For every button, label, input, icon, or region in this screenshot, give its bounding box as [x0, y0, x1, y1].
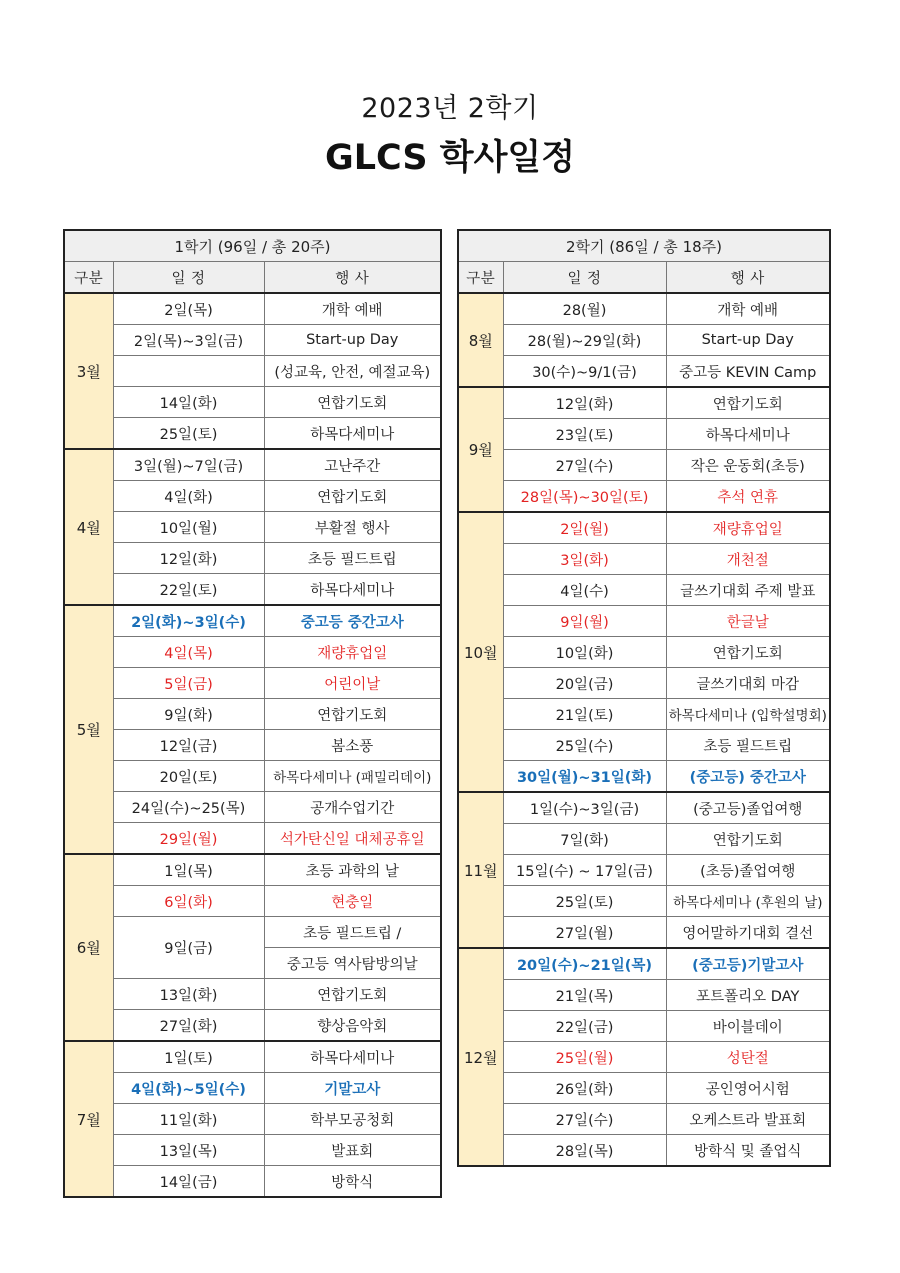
- event-cell: 봄소풍: [264, 730, 441, 761]
- page-subtitle: 2023년 2학기: [361, 93, 539, 124]
- col-date: 일 정: [503, 262, 666, 294]
- event-cell: 공인영어시험: [666, 1073, 830, 1104]
- event-cell: 현충일: [264, 886, 441, 917]
- date-cell: 28일(목): [503, 1135, 666, 1167]
- table-row: [458, 325, 830, 356]
- event-cell: 하목다세미나: [264, 1041, 441, 1073]
- date-cell: 15일(수) ~ 17일(금): [503, 855, 666, 886]
- date-cell: 27일(수): [503, 1104, 666, 1135]
- event-cell: 중고등 KEVIN Camp: [666, 356, 830, 388]
- event-cell: 하목다세미나: [666, 419, 830, 450]
- table-row: [458, 293, 830, 325]
- event-cell: 부활절 행사: [264, 512, 441, 543]
- month-label: 3월: [64, 293, 113, 449]
- date-cell: 13일(화): [113, 979, 264, 1010]
- table-header-row: [64, 230, 441, 262]
- semester-title: 2학기 (86일 / 총 18주): [458, 230, 830, 262]
- date-cell: 12일(화): [113, 543, 264, 574]
- event-cell: 연합기도회: [264, 699, 441, 730]
- date-cell: 24일(수)~25(목): [113, 792, 264, 823]
- table-row: [458, 356, 830, 388]
- col-event: 행 사: [666, 262, 830, 294]
- date-cell: 23일(토): [503, 419, 666, 450]
- event-cell: (초등)졸업여행: [666, 855, 830, 886]
- event-cell: 글쓰기대회 마감: [666, 668, 830, 699]
- event-cell: 글쓰기대회 주제 발표: [666, 575, 830, 606]
- event-cell: 학부모공청회: [264, 1104, 441, 1135]
- event-cell: (중고등)졸업여행: [666, 792, 830, 824]
- table-row: [458, 948, 830, 980]
- table-column-headers: [64, 262, 441, 294]
- month-label: 6월: [64, 854, 113, 1041]
- table-row: [64, 1104, 441, 1135]
- date-cell: 28(월): [503, 293, 666, 325]
- table-row: [458, 606, 830, 637]
- date-cell: 1일(수)~3일(금): [503, 792, 666, 824]
- date-cell: 10일(화): [503, 637, 666, 668]
- table-row: [458, 1104, 830, 1135]
- date-cell: 25일(토): [503, 886, 666, 917]
- event-cell: 연합기도회: [264, 387, 441, 418]
- date-cell: 4일(화): [113, 481, 264, 512]
- col-category: 구분: [64, 262, 113, 294]
- table-row: [458, 792, 830, 824]
- table-row: [458, 886, 830, 917]
- event-cell: 초등 과학의 날: [264, 854, 441, 886]
- event-cell: (성교육, 안전, 예절교육): [264, 356, 441, 387]
- table-row: [64, 293, 441, 325]
- table-row: [64, 761, 441, 792]
- event-cell: 하목다세미나: [264, 418, 441, 450]
- table-row: [458, 761, 830, 793]
- table-row: [64, 605, 441, 637]
- col-category: 구분: [458, 262, 503, 294]
- date-cell: 22일(토): [113, 574, 264, 606]
- table-row: [458, 575, 830, 606]
- table-row: [64, 886, 441, 917]
- table-row: [64, 449, 441, 481]
- date-cell: 3일(화): [503, 544, 666, 575]
- table-row: [64, 1010, 441, 1042]
- date-cell: 6일(화): [113, 886, 264, 917]
- date-cell: 1일(목): [113, 854, 264, 886]
- table-row: [458, 855, 830, 886]
- table-row: [64, 325, 441, 356]
- date-cell: 14일(금): [113, 1166, 264, 1198]
- month-label: 4월: [64, 449, 113, 605]
- table-row: [458, 1011, 830, 1042]
- event-cell: 발표회: [264, 1135, 441, 1166]
- table-row: [64, 792, 441, 823]
- event-cell: 중고등 역사탐방의날: [264, 948, 441, 979]
- table-row: [64, 854, 441, 886]
- date-cell: 9일(금): [113, 917, 264, 979]
- event-cell: 작은 운동회(초등): [666, 450, 830, 481]
- table-row: [458, 730, 830, 761]
- table-row: [64, 1166, 441, 1198]
- date-cell: 2일(화)~3일(수): [113, 605, 264, 637]
- date-cell: [113, 356, 264, 387]
- event-cell: 연합기도회: [666, 637, 830, 668]
- table-row: [458, 450, 830, 481]
- date-cell: 4일(목): [113, 637, 264, 668]
- date-cell: 28(월)~29일(화): [503, 325, 666, 356]
- table-row: [64, 387, 441, 418]
- date-cell: 20일(토): [113, 761, 264, 792]
- table-row: [458, 387, 830, 419]
- event-cell: 석가탄신일 대체공휴일: [264, 823, 441, 855]
- date-cell: 21일(토): [503, 699, 666, 730]
- month-label: 9월: [458, 387, 503, 512]
- table-row: [64, 730, 441, 761]
- table-row: [64, 418, 441, 450]
- date-cell: 2일(목)~3일(금): [113, 325, 264, 356]
- date-cell: 26일(화): [503, 1073, 666, 1104]
- event-cell: 기말고사: [264, 1073, 441, 1104]
- table-row: [64, 512, 441, 543]
- page-title: GLCS 학사일정: [325, 138, 575, 178]
- table-row: [458, 668, 830, 699]
- table-row: [458, 1073, 830, 1104]
- event-cell: Start-up Day: [666, 325, 830, 356]
- date-cell: 7일(화): [503, 824, 666, 855]
- table-row: [64, 823, 441, 855]
- table-row: [458, 512, 830, 544]
- date-cell: 4일(수): [503, 575, 666, 606]
- table-row: [64, 574, 441, 606]
- event-cell: 추석 연휴: [666, 481, 830, 513]
- table-row: [458, 824, 830, 855]
- table-row: [458, 419, 830, 450]
- event-cell: 연합기도회: [264, 481, 441, 512]
- month-label: 5월: [64, 605, 113, 854]
- table-row: [458, 917, 830, 949]
- table-column-headers: [458, 262, 830, 294]
- date-cell: 25일(수): [503, 730, 666, 761]
- date-cell: 1일(토): [113, 1041, 264, 1073]
- event-cell: 초등 필드트립: [264, 543, 441, 574]
- event-cell: 방학식 및 졸업식: [666, 1135, 830, 1167]
- date-cell: 2일(월): [503, 512, 666, 544]
- date-cell: 3일(월)~7일(금): [113, 449, 264, 481]
- event-cell: 연합기도회: [264, 979, 441, 1010]
- date-cell: 30(수)~9/1(금): [503, 356, 666, 388]
- table-row: [64, 1135, 441, 1166]
- table-row: [64, 543, 441, 574]
- event-cell: 연합기도회: [666, 387, 830, 419]
- table-row: [64, 917, 441, 948]
- event-cell: 하목다세미나 (후원의 날): [666, 886, 830, 917]
- table-row: [64, 1073, 441, 1104]
- event-cell: (중고등)기말고사: [666, 948, 830, 980]
- month-label: 12월: [458, 948, 503, 1166]
- date-cell: 12일(금): [113, 730, 264, 761]
- table-row: [458, 481, 830, 513]
- table-row: [458, 544, 830, 575]
- table-row: [64, 481, 441, 512]
- date-cell: 22일(금): [503, 1011, 666, 1042]
- table-row: [458, 980, 830, 1011]
- date-cell: 11일(화): [113, 1104, 264, 1135]
- event-cell: 재량휴업일: [264, 637, 441, 668]
- date-cell: 12일(화): [503, 387, 666, 419]
- semester-title: 1학기 (96일 / 총 20주): [64, 230, 441, 262]
- event-cell: 하목다세미나: [264, 574, 441, 606]
- date-cell: 25일(월): [503, 1042, 666, 1073]
- table-row: [458, 1135, 830, 1167]
- date-cell: 20일(수)~21일(목): [503, 948, 666, 980]
- date-cell: 30일(월)~31일(화): [503, 761, 666, 793]
- table-row: [64, 979, 441, 1010]
- event-cell: 한글날: [666, 606, 830, 637]
- table-row: [64, 637, 441, 668]
- date-cell: 29일(월): [113, 823, 264, 855]
- table-row: [458, 637, 830, 668]
- date-cell: 27일(화): [113, 1010, 264, 1042]
- date-cell: 28일(목)~30일(토): [503, 481, 666, 513]
- event-cell: 성탄절: [666, 1042, 830, 1073]
- date-cell: 4일(화)~5일(수): [113, 1073, 264, 1104]
- event-cell: 재량휴업일: [666, 512, 830, 544]
- date-cell: 2일(목): [113, 293, 264, 325]
- col-date: 일 정: [113, 262, 264, 294]
- date-cell: 5일(금): [113, 668, 264, 699]
- month-label: 11월: [458, 792, 503, 948]
- date-cell: 9일(화): [113, 699, 264, 730]
- month-label: 8월: [458, 293, 503, 387]
- date-cell: 13일(목): [113, 1135, 264, 1166]
- table-row: [458, 1042, 830, 1073]
- event-cell: 향상음악회: [264, 1010, 441, 1042]
- event-cell: (중고등) 중간고사: [666, 761, 830, 793]
- event-cell: 중고등 중간고사: [264, 605, 441, 637]
- date-cell: 27일(월): [503, 917, 666, 949]
- event-cell: 영어말하기대회 결선: [666, 917, 830, 949]
- date-cell: 14일(화): [113, 387, 264, 418]
- table-row: [458, 699, 830, 730]
- table-header-row: [458, 230, 830, 262]
- event-cell: 초등 필드트립 /: [264, 917, 441, 948]
- month-label: 10월: [458, 512, 503, 792]
- date-cell: 21일(목): [503, 980, 666, 1011]
- month-label: 7월: [64, 1041, 113, 1197]
- event-cell: 어린이날: [264, 668, 441, 699]
- table-row: [64, 699, 441, 730]
- table-row: [64, 356, 441, 387]
- semester2-schedule-table: [457, 229, 831, 1167]
- semester1-schedule-table: [63, 229, 442, 1198]
- table-row: [64, 668, 441, 699]
- event-cell: 연합기도회: [666, 824, 830, 855]
- col-event: 행 사: [264, 262, 441, 294]
- event-cell: 하목다세미나 (입학설명회): [666, 699, 830, 730]
- event-cell: 바이블데이: [666, 1011, 830, 1042]
- event-cell: 고난주간: [264, 449, 441, 481]
- date-cell: 27일(수): [503, 450, 666, 481]
- date-cell: 20일(금): [503, 668, 666, 699]
- event-cell: 하목다세미나 (패밀리데이): [264, 761, 441, 792]
- event-cell: 개학 예배: [264, 293, 441, 325]
- date-cell: 25일(토): [113, 418, 264, 450]
- event-cell: 방학식: [264, 1166, 441, 1198]
- event-cell: 포트폴리오 DAY: [666, 980, 830, 1011]
- event-cell: 초등 필드트립: [666, 730, 830, 761]
- event-cell: Start-up Day: [264, 325, 441, 356]
- table-row: [64, 1041, 441, 1073]
- event-cell: 개학 예배: [666, 293, 830, 325]
- event-cell: 공개수업기간: [264, 792, 441, 823]
- event-cell: 오케스트라 발표회: [666, 1104, 830, 1135]
- event-cell: 개천절: [666, 544, 830, 575]
- date-cell: 9일(월): [503, 606, 666, 637]
- date-cell: 10일(월): [113, 512, 264, 543]
